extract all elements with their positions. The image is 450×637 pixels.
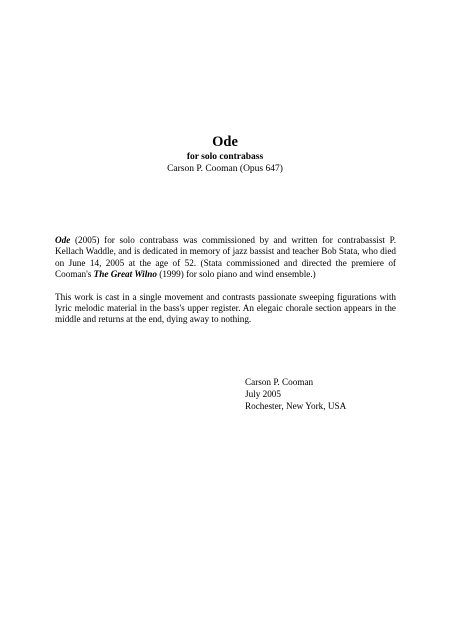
paragraph-1 — [55, 235, 396, 281]
paragraph-2: This work is cast in a single movement and contrasts passionate sweeping figurations with lyric melodic material in the bass's upper register. An elegaic chorale section appears in the middle and returns at the end, dying away to nothing. — [55, 291, 396, 325]
signature-date: July 2005 — [245, 389, 281, 399]
title-block — [0, 133, 450, 175]
work-title-emphasis: Ode — [55, 235, 71, 245]
page-subtitle: for solo contrabass — [186, 152, 264, 162]
program-notes — [55, 235, 396, 337]
signature-place: Rochester, New York, USA — [245, 401, 347, 411]
referenced-work-title: The Great Wilno — [93, 269, 157, 280]
composer-line: Carson P. Cooman (Opus 647) — [167, 164, 283, 174]
paragraph-1-text-b: (1999) for solo piano and wind ensemble.) — [156, 269, 316, 280]
page-title: Ode — [212, 134, 238, 150]
paragraph-1-text-a: (2005) for solo contrabass was commissioned by and written for contrabassist P. Kellach Waddle, and is dedicated in memory of jazz bassist and teacher Bob Stata, who died on June 14, 2005 at the age of 52. (Stata commissioned and directed the premiere of Cooman's — [55, 235, 396, 280]
signature-name: Carson P. Cooman — [245, 377, 314, 387]
signature-block — [245, 376, 346, 412]
